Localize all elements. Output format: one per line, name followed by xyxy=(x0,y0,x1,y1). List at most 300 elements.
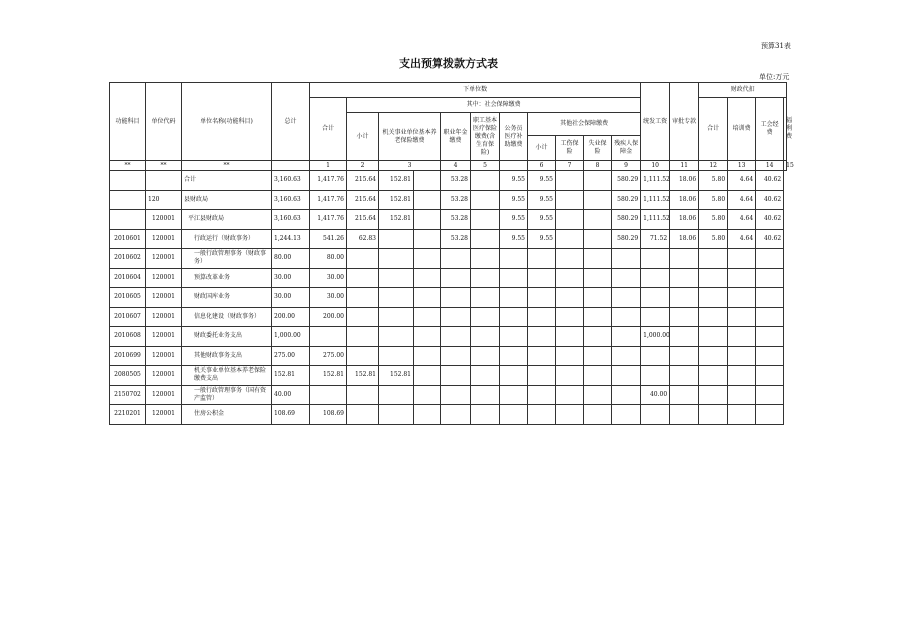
col-num: 7 xyxy=(556,161,584,171)
value-cell-c17: 40.62 xyxy=(756,229,784,249)
value-cell-c6 xyxy=(441,307,471,327)
value-cell-c2: 108.69 xyxy=(310,405,347,425)
value-cell-c7 xyxy=(471,327,500,347)
value-cell-c8 xyxy=(500,268,528,288)
value-cell-c8 xyxy=(500,385,528,405)
header-row-1 xyxy=(110,83,787,98)
func-code-cell: 2150702 xyxy=(110,385,146,405)
value-cell-c2: 1,417.76 xyxy=(310,210,347,230)
value-cell-c4: 152.81 xyxy=(379,210,414,230)
col-num: 11 xyxy=(670,161,699,171)
value-cell-c7 xyxy=(471,405,500,425)
col-num: 3 xyxy=(379,161,441,171)
func-code-cell xyxy=(110,171,146,191)
value-cell-c9 xyxy=(528,327,556,347)
table-body xyxy=(110,171,787,425)
value-cell-c6: 53.28 xyxy=(441,190,471,210)
value-cell-c14: 18.06 xyxy=(670,210,699,230)
value-cell-c4 xyxy=(379,327,414,347)
total-cell: 30.00 xyxy=(272,288,310,308)
value-cell-c9 xyxy=(528,385,556,405)
value-cell-c15: 5.80 xyxy=(699,229,728,249)
value-cell-c10 xyxy=(556,249,584,269)
unit-name-cell: 一般行政管理事务（国有资产监管） xyxy=(182,385,272,405)
table-row xyxy=(110,385,787,405)
col-num xyxy=(500,161,528,171)
value-cell-c8 xyxy=(500,366,528,386)
value-cell-c8: 9.55 xyxy=(500,210,528,230)
value-cell-c17 xyxy=(756,268,784,288)
value-cell-c14: 18.06 xyxy=(670,229,699,249)
value-cell-c2: 30.00 xyxy=(310,268,347,288)
value-cell-c16 xyxy=(728,288,756,308)
value-cell-c12: 580.29 xyxy=(612,171,641,191)
unit-code-cell: 120001 xyxy=(146,366,182,386)
value-cell-c11 xyxy=(584,249,612,269)
value-cell-c16 xyxy=(728,268,756,288)
header-other-xiaoji: 小计 xyxy=(528,136,556,161)
value-cell-c8 xyxy=(500,346,528,366)
func-code-cell: 2010608 xyxy=(110,327,146,347)
value-cell-c14 xyxy=(670,307,699,327)
value-cell-c13 xyxy=(641,366,670,386)
value-cell-c10 xyxy=(556,366,584,386)
value-cell-c17 xyxy=(756,385,784,405)
value-cell-c11 xyxy=(584,346,612,366)
value-cell-c12: 580.29 xyxy=(612,210,641,230)
value-cell-c5 xyxy=(414,405,441,425)
func-code-cell xyxy=(110,210,146,230)
value-cell-c9 xyxy=(528,268,556,288)
table-row xyxy=(110,171,787,191)
col-num: 10 xyxy=(641,161,670,171)
value-cell-c17 xyxy=(756,366,784,386)
value-cell-c11 xyxy=(584,366,612,386)
value-cell-c16: 4.64 xyxy=(728,210,756,230)
value-cell-c13 xyxy=(641,346,670,366)
value-cell-c12 xyxy=(612,405,641,425)
value-cell-c13: 40.00 xyxy=(641,385,670,405)
value-cell-c14 xyxy=(670,366,699,386)
value-cell-c3 xyxy=(347,307,379,327)
unit-name-cell: 机关事业单位基本养老保险缴费支出 xyxy=(182,366,272,386)
value-cell-c12 xyxy=(612,366,641,386)
value-cell-c16 xyxy=(728,405,756,425)
value-cell-c10 xyxy=(556,307,584,327)
table-row xyxy=(110,366,787,386)
col-num: 12 xyxy=(699,161,728,171)
value-cell-c14 xyxy=(670,405,699,425)
value-cell-c3 xyxy=(347,249,379,269)
value-cell-c3: 62.83 xyxy=(347,229,379,249)
value-cell-c3 xyxy=(347,288,379,308)
value-cell-c8: 9.55 xyxy=(500,171,528,191)
table-row xyxy=(110,405,787,425)
col-num: 9 xyxy=(612,161,641,171)
value-cell-c6 xyxy=(441,288,471,308)
value-cell-c7 xyxy=(471,229,500,249)
value-cell-c6 xyxy=(441,327,471,347)
value-cell-c17 xyxy=(756,405,784,425)
value-cell-c15 xyxy=(699,346,728,366)
value-cell-c2: 275.00 xyxy=(310,346,347,366)
value-cell-c5 xyxy=(414,327,441,347)
value-cell-c4 xyxy=(379,288,414,308)
header-down-heji: 合计 xyxy=(310,98,347,161)
value-cell-c4 xyxy=(379,268,414,288)
unit-name-cell: 住房公积金 xyxy=(182,405,272,425)
total-cell: 200.00 xyxy=(272,307,310,327)
value-cell-c13 xyxy=(641,405,670,425)
value-cell-c12 xyxy=(612,268,641,288)
value-cell-c10 xyxy=(556,288,584,308)
value-cell-c3: 152.81 xyxy=(347,366,379,386)
total-cell: 3,160.63 xyxy=(272,190,310,210)
value-cell-c12: 580.29 xyxy=(612,229,641,249)
unit-code-cell: 120001 xyxy=(146,210,182,230)
value-cell-c4 xyxy=(379,346,414,366)
value-cell-c12 xyxy=(612,249,641,269)
unit-code-cell: 120001 xyxy=(146,307,182,327)
value-cell-c6 xyxy=(441,366,471,386)
unit-name-cell: 财政委托业务支出 xyxy=(182,327,272,347)
value-cell-c8 xyxy=(500,249,528,269)
value-cell-c7 xyxy=(471,268,500,288)
value-cell-c2: 80.00 xyxy=(310,249,347,269)
value-cell-c16 xyxy=(728,327,756,347)
total-cell: 30.00 xyxy=(272,268,310,288)
header-medical: 职工基本医疗保险缴费(含生育保险) xyxy=(471,113,500,161)
value-cell-c11 xyxy=(584,268,612,288)
value-cell-c11 xyxy=(584,190,612,210)
func-code-cell: 2210201 xyxy=(110,405,146,425)
func-code-cell: 2010607 xyxy=(110,307,146,327)
value-cell-c13: 1,111.52 xyxy=(641,171,670,191)
value-cell-c11 xyxy=(584,288,612,308)
value-cell-c5 xyxy=(414,366,441,386)
header-other-social: 其他社会保障缴费 xyxy=(528,113,641,136)
header-union: 工会经费 xyxy=(756,98,784,161)
page-number-label: 预算31表 xyxy=(761,42,791,50)
value-cell-c15: 5.80 xyxy=(699,210,728,230)
value-cell-c7 xyxy=(471,385,500,405)
col-num xyxy=(272,161,310,171)
value-cell-c11 xyxy=(584,405,612,425)
value-cell-c9: 9.55 xyxy=(528,171,556,191)
value-cell-c5 xyxy=(414,307,441,327)
unit-code-cell: 120001 xyxy=(146,249,182,269)
value-cell-c16 xyxy=(728,385,756,405)
header-civil-medical: 公务员医疗补助缴费 xyxy=(500,113,528,161)
value-cell-c12 xyxy=(612,346,641,366)
value-cell-c13 xyxy=(641,307,670,327)
unit-code-cell: 120001 xyxy=(146,268,182,288)
header-injury: 工伤保险 xyxy=(556,136,584,161)
col-num: 5 xyxy=(471,161,500,171)
value-cell-c10 xyxy=(556,171,584,191)
header-unit-code: 单位代码 xyxy=(146,83,182,161)
value-cell-c15 xyxy=(699,307,728,327)
value-cell-c3 xyxy=(347,385,379,405)
header-fp-heji: 合计 xyxy=(699,98,728,161)
value-cell-c10 xyxy=(556,385,584,405)
header-disability: 残疾人保障金 xyxy=(612,136,641,161)
value-cell-c14 xyxy=(670,249,699,269)
column-number-row xyxy=(110,161,787,171)
value-cell-c16 xyxy=(728,346,756,366)
page-title: 支出预算拨款方式表 xyxy=(399,57,498,70)
value-cell-c7 xyxy=(471,346,500,366)
unit-name-cell: 财政国库业务 xyxy=(182,288,272,308)
total-cell: 108.69 xyxy=(272,405,310,425)
value-cell-c13: 1,111.52 xyxy=(641,190,670,210)
value-cell-c10 xyxy=(556,327,584,347)
value-cell-c8 xyxy=(500,307,528,327)
value-cell-c10 xyxy=(556,268,584,288)
col-num: 8 xyxy=(584,161,612,171)
value-cell-c9: 9.55 xyxy=(528,229,556,249)
value-cell-c6 xyxy=(441,346,471,366)
value-cell-c5 xyxy=(414,229,441,249)
header-total: 总计 xyxy=(272,83,310,161)
table-row xyxy=(110,190,787,210)
value-cell-c7 xyxy=(471,307,500,327)
value-cell-c11 xyxy=(584,307,612,327)
table-row xyxy=(110,229,787,249)
unit-code-cell xyxy=(146,171,182,191)
table-row xyxy=(110,307,787,327)
func-code-cell: 2010605 xyxy=(110,288,146,308)
value-cell-c11 xyxy=(584,385,612,405)
value-cell-c17: 40.62 xyxy=(756,171,784,191)
value-cell-c17: 40.62 xyxy=(756,210,784,230)
value-cell-c5 xyxy=(414,385,441,405)
value-cell-c9 xyxy=(528,366,556,386)
value-cell-c13 xyxy=(641,288,670,308)
value-cell-c7 xyxy=(471,288,500,308)
func-code-cell: 2010601 xyxy=(110,229,146,249)
value-cell-c9 xyxy=(528,249,556,269)
col-num: 1 xyxy=(310,161,347,171)
col-num: 2 xyxy=(347,161,379,171)
unit-name-cell: 行政运行（财政事务） xyxy=(182,229,272,249)
value-cell-c12 xyxy=(612,288,641,308)
value-cell-c15: 5.80 xyxy=(699,171,728,191)
header-training: 培训费 xyxy=(728,98,756,161)
value-cell-c4: 152.81 xyxy=(379,190,414,210)
value-cell-c2: 1,417.76 xyxy=(310,171,347,191)
value-cell-c6 xyxy=(441,249,471,269)
value-cell-c4 xyxy=(379,229,414,249)
value-cell-c12 xyxy=(612,307,641,327)
value-cell-c6: 53.28 xyxy=(441,229,471,249)
value-cell-c2: 200.00 xyxy=(310,307,347,327)
value-cell-c7 xyxy=(471,249,500,269)
header-unit-name: 单位名称(功能科目) xyxy=(182,83,272,161)
unit-code-cell: 120001 xyxy=(146,229,182,249)
value-cell-c5 xyxy=(414,249,441,269)
value-cell-c7 xyxy=(471,210,500,230)
value-cell-c4: 152.81 xyxy=(379,366,414,386)
unit-code-cell: 120001 xyxy=(146,327,182,347)
value-cell-c3 xyxy=(347,346,379,366)
value-cell-c8 xyxy=(500,405,528,425)
value-cell-c10 xyxy=(556,346,584,366)
col-num: 14 xyxy=(756,161,784,171)
value-cell-c6: 53.28 xyxy=(441,171,471,191)
total-cell: 40.00 xyxy=(272,385,310,405)
value-cell-c9: 9.55 xyxy=(528,210,556,230)
col-num: 4 xyxy=(441,161,471,171)
value-cell-c10 xyxy=(556,405,584,425)
value-cell-c15 xyxy=(699,405,728,425)
table-row xyxy=(110,346,787,366)
budget-table xyxy=(109,82,794,425)
unit-name-cell: 平江县财政局 xyxy=(182,210,272,230)
value-cell-c3: 215.64 xyxy=(347,210,379,230)
value-cell-c9: 9.55 xyxy=(528,190,556,210)
value-cell-c5 xyxy=(414,268,441,288)
header-welfare: 福利费 xyxy=(784,98,787,161)
value-cell-c9 xyxy=(528,346,556,366)
total-cell: 80.00 xyxy=(272,249,310,269)
value-cell-c4: 152.81 xyxy=(379,171,414,191)
value-cell-c5 xyxy=(414,190,441,210)
value-cell-c14 xyxy=(670,385,699,405)
header-annuity: 职业年金缴费 xyxy=(441,113,471,161)
value-cell-c13: 1,000.00 xyxy=(641,327,670,347)
value-cell-c16: 4.64 xyxy=(728,190,756,210)
value-cell-c11 xyxy=(584,229,612,249)
header-ss-xiaoji: 小计 xyxy=(347,113,379,161)
value-cell-c3: 215.64 xyxy=(347,171,379,191)
value-cell-c15 xyxy=(699,327,728,347)
table-row xyxy=(110,288,787,308)
value-cell-c9 xyxy=(528,307,556,327)
value-cell-c15: 5.80 xyxy=(699,190,728,210)
col-num: 6 xyxy=(528,161,556,171)
total-cell: 3,160.63 xyxy=(272,171,310,191)
unit-name-cell: 预算改革业务 xyxy=(182,268,272,288)
value-cell-c11 xyxy=(584,327,612,347)
value-cell-c12 xyxy=(612,385,641,405)
value-cell-c17 xyxy=(756,288,784,308)
value-cell-c10 xyxy=(556,229,584,249)
header-fiscal-proxy: 财政代扣 xyxy=(699,83,787,98)
value-cell-c6: 53.28 xyxy=(441,210,471,230)
header-func-code: 功能科目 xyxy=(110,83,146,161)
value-cell-c5 xyxy=(414,346,441,366)
table-row xyxy=(110,327,787,347)
value-cell-c15 xyxy=(699,249,728,269)
value-cell-c11 xyxy=(584,171,612,191)
value-cell-c8: 9.55 xyxy=(500,190,528,210)
value-cell-c12: 580.29 xyxy=(612,190,641,210)
total-cell: 1,244.13 xyxy=(272,229,310,249)
func-code-cell: 2010699 xyxy=(110,346,146,366)
value-cell-c14: 18.06 xyxy=(670,171,699,191)
func-code-cell: 2080505 xyxy=(110,366,146,386)
unit-name-cell: 一般行政管理事务（财政事务） xyxy=(182,249,272,269)
unit-code-cell: 120001 xyxy=(146,346,182,366)
total-cell: 3,160.63 xyxy=(272,210,310,230)
total-cell: 152.81 xyxy=(272,366,310,386)
value-cell-c7 xyxy=(471,190,500,210)
value-cell-c9 xyxy=(528,405,556,425)
unit-label: 单位:万元 xyxy=(759,73,790,81)
table-row xyxy=(110,268,787,288)
value-cell-c15 xyxy=(699,366,728,386)
unit-code-cell: 120001 xyxy=(146,385,182,405)
value-cell-c4 xyxy=(379,307,414,327)
value-cell-c13: 1,111.52 xyxy=(641,210,670,230)
table-row xyxy=(110,210,787,230)
value-cell-c16: 4.64 xyxy=(728,171,756,191)
value-cell-c17 xyxy=(756,249,784,269)
table-row xyxy=(110,249,787,269)
value-cell-c3: 215.64 xyxy=(347,190,379,210)
value-cell-c3 xyxy=(347,405,379,425)
value-cell-c3 xyxy=(347,327,379,347)
value-cell-c15 xyxy=(699,385,728,405)
value-cell-c10 xyxy=(556,190,584,210)
value-cell-c8: 9.55 xyxy=(500,229,528,249)
value-cell-c4 xyxy=(379,405,414,425)
value-cell-c3 xyxy=(347,268,379,288)
col-num: ** xyxy=(182,161,272,171)
func-code-cell: 2010604 xyxy=(110,268,146,288)
col-num: ** xyxy=(110,161,146,171)
value-cell-c2 xyxy=(310,327,347,347)
value-cell-c14 xyxy=(670,327,699,347)
unit-name-cell: 信息化建设（财政事务） xyxy=(182,307,272,327)
header-wages: 统发工资 xyxy=(641,83,670,161)
unit-name-cell: 其他财政事务支出 xyxy=(182,346,272,366)
unit-code-cell: 120 xyxy=(146,190,182,210)
value-cell-c4 xyxy=(379,249,414,269)
header-audit-special: 审批专款 xyxy=(670,83,699,161)
value-cell-c2: 30.00 xyxy=(310,288,347,308)
header-down-unit: 下单位数 xyxy=(310,83,641,98)
unit-code-cell: 120001 xyxy=(146,405,182,425)
col-num: 13 xyxy=(728,161,756,171)
value-cell-c16 xyxy=(728,366,756,386)
value-cell-c9 xyxy=(528,288,556,308)
col-num: 15 xyxy=(784,161,787,171)
total-cell: 275.00 xyxy=(272,346,310,366)
value-cell-c2: 152.81 xyxy=(310,366,347,386)
header-unemployment: 失业保险 xyxy=(584,136,612,161)
value-cell-c4 xyxy=(379,385,414,405)
value-cell-c14 xyxy=(670,288,699,308)
value-cell-c15 xyxy=(699,268,728,288)
value-cell-c14 xyxy=(670,346,699,366)
value-cell-c5 xyxy=(414,210,441,230)
func-code-cell: 2010602 xyxy=(110,249,146,269)
value-cell-c8 xyxy=(500,288,528,308)
value-cell-c17 xyxy=(756,307,784,327)
value-cell-c2: 541.26 xyxy=(310,229,347,249)
value-cell-c2 xyxy=(310,385,347,405)
func-code-cell xyxy=(110,190,146,210)
value-cell-c16: 4.64 xyxy=(728,229,756,249)
value-cell-c7 xyxy=(471,366,500,386)
value-cell-c7 xyxy=(471,171,500,191)
value-cell-c14 xyxy=(670,268,699,288)
value-cell-c17 xyxy=(756,327,784,347)
value-cell-c13: 71.52 xyxy=(641,229,670,249)
unit-name-cell: 合计 xyxy=(182,171,272,191)
